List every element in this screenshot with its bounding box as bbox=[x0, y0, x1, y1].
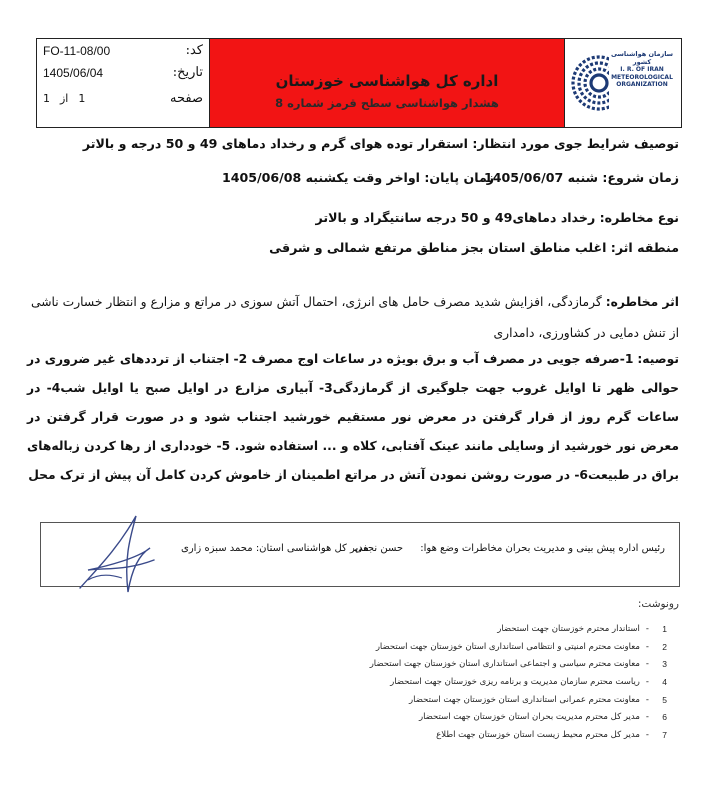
risk-text: رخداد دماهای49 و 50 درجه سانتیگراد و بالاتر bbox=[315, 210, 596, 225]
copy-text: مدیر کل محترم مدیریت بحران استان خوزستان جهت استحضار bbox=[418, 712, 640, 722]
page-total: 1 bbox=[78, 92, 86, 105]
end-label: زمان پایان: bbox=[424, 170, 494, 185]
recommendations-paragraph bbox=[27, 345, 679, 490]
copy-item: 6 - مدیر کل محترم مدیریت بحران استان خوزستان جهت استحضار bbox=[418, 712, 667, 722]
copy-text: استاندار محترم خوزستان جهت استحضار bbox=[497, 624, 640, 634]
page-of: از bbox=[60, 92, 69, 105]
copy-item: 5 - معاونت محترم عمرانی استانداری استان خوزستان جهت استحضار bbox=[409, 695, 667, 705]
page-label: صفحه bbox=[170, 91, 203, 106]
logo-en-line-2: METEOROLOGICAL bbox=[611, 73, 673, 81]
page-num: 1 bbox=[43, 92, 50, 105]
recommendations-text: 1-صرفه جویی در مصرف آب و برق بویژه در ساعات اوج مصرف 2- اجتناب از ترددهای غیر ضروری در حوالی ظهر تا اوایل غروب جهت جلوگیری از گرمازدگی3- آبیاری مزارع در اوایل صبح یا اوایل شب4- در ساعات گرم روز از قرار گرفتن در معرض نور مستقیم خورشید اجتناب شود و در صورت قرار گرفتن در معرض نور خورشید از وسایلی مانند عینک آفتابی، کلاه و ... استفاده شود. 5- خودداری از رها کردن زباله‌های براق در طبیعت6- در صورت روشن نمودن آتش در مراتع اطمینان از خاموش کردن کامل آن پیش از ترک محل bbox=[27, 352, 679, 482]
header-title-block bbox=[210, 39, 565, 127]
description-label: توصیف شرایط جوی مورد انتظار: bbox=[472, 136, 679, 151]
copy-number: 6 bbox=[662, 712, 667, 722]
logo-emblem-icon bbox=[571, 45, 609, 113]
copy-number: 2 bbox=[662, 642, 667, 652]
affected-region-line bbox=[269, 240, 679, 255]
copy-text: معاونت محترم سیاسی و اجتماعی استانداری استان خوزستان جهت استحضار bbox=[369, 659, 640, 669]
page-row bbox=[43, 91, 203, 106]
copy-text: مدیر کل محترم محیط زیست استان خوزستان جهت اطلاع bbox=[436, 730, 640, 740]
code-label: کد: bbox=[185, 43, 203, 58]
copy-number: 4 bbox=[662, 677, 667, 687]
effects-text: گرمازدگی، افزایش شدید مصرف حامل های انرژی، احتمال آتش سوزی در مراتع و مزارع و انتظار خسارت ناشی از تنش دمایی در کشاورزی، دامداری bbox=[31, 295, 679, 340]
warning-subtitle: هشدار هواشناسی سطح قرمز شماره 8 bbox=[275, 96, 499, 110]
director-title: مدیر کل هواشناسی استان: bbox=[255, 543, 369, 554]
start-label: زمان شروع: bbox=[602, 170, 679, 185]
copy-text: ریاست محترم سازمان مدیریت و برنامه ریزی خوزستان جهت استحضار bbox=[390, 677, 640, 687]
logo-fa-text: سازمان هواشناسی کشور bbox=[610, 50, 674, 66]
copy-item: 3 - معاونت محترم سیاسی و اجتماعی استانداری استان خوزستان جهت استحضار bbox=[369, 659, 667, 669]
forecast-head-signature bbox=[355, 543, 665, 554]
end-time bbox=[222, 170, 494, 185]
forecast-head-title: رئیس اداره پیش بینی و مدیریت بحران مخاطرات وضع هوا: bbox=[420, 543, 665, 554]
document-header bbox=[36, 38, 682, 128]
start-text: شنبه 1405/06/07 bbox=[483, 170, 598, 185]
copy-number: 1 bbox=[662, 624, 667, 634]
copy-item: 4 - ریاست محترم سازمان مدیریت و برنامه ریزی خوزستان جهت استحضار bbox=[390, 677, 667, 687]
recommendations-label: توصیه: bbox=[637, 352, 679, 366]
copy-number: 5 bbox=[662, 695, 667, 705]
risk-type-line bbox=[316, 210, 679, 225]
copy-text: معاونت محترم امنیتی و انتظامی استانداری استان خوزستان جهت استحضار bbox=[375, 642, 640, 652]
document-meta bbox=[37, 39, 210, 127]
meteorological-organization-logo bbox=[565, 39, 681, 127]
copy-number: 3 bbox=[662, 659, 667, 669]
copies-title: رونوشت: bbox=[637, 598, 679, 610]
effects-label: اثر مخاطره: bbox=[605, 295, 679, 309]
logo-en-line-3: ORGANIZATION bbox=[616, 81, 668, 88]
forecast-head-name: حسن نجفی bbox=[354, 543, 404, 554]
code-row bbox=[43, 43, 203, 58]
start-time bbox=[484, 170, 679, 185]
description-text: استقرار توده هوای گرم و رخداد دماهای 49 و 50 درجه و بالاتر bbox=[82, 136, 468, 151]
end-text: اواخر وقت یکشنبه 1405/06/08 bbox=[221, 170, 420, 185]
org-name: اداره کل هواشناسی خوزستان bbox=[275, 72, 499, 90]
hazard-effects-paragraph bbox=[31, 287, 679, 349]
director-name: محمد سبزه زاری bbox=[181, 543, 253, 554]
copy-number: 7 bbox=[662, 730, 667, 740]
logo-en-line-1: I. R. OF IRAN bbox=[620, 66, 664, 73]
risk-label: نوع مخاطره: bbox=[599, 210, 679, 225]
copy-item: 2 - معاونت محترم امنیتی و انتظامی استانداری استان خوزستان جهت استحضار bbox=[375, 642, 667, 652]
director-general-signature bbox=[181, 543, 369, 554]
copy-text: معاونت محترم عمرانی استانداری استان خوزستان جهت استحضار bbox=[409, 695, 640, 705]
date-value: 1405/06/04 bbox=[43, 65, 104, 80]
page-number bbox=[43, 92, 85, 105]
handwritten-signature-icon bbox=[58, 508, 168, 596]
region-text: اغلب مناطق استان بجز مناطق مرتفع شمالی و شرقی bbox=[269, 240, 607, 255]
date-row bbox=[43, 65, 203, 80]
date-label: تاریخ: bbox=[172, 65, 203, 80]
logo-text bbox=[605, 51, 679, 89]
region-label: منطقه اثر: bbox=[610, 240, 679, 255]
copy-item: 1 - استاندار محترم خوزستان جهت استحضار bbox=[497, 624, 667, 634]
code-value: FO-11-08/00 bbox=[43, 43, 111, 58]
copy-item: 7 - مدیر کل محترم محیط زیست استان خوزستان جهت اطلاع bbox=[436, 730, 667, 740]
description-line bbox=[83, 136, 679, 151]
